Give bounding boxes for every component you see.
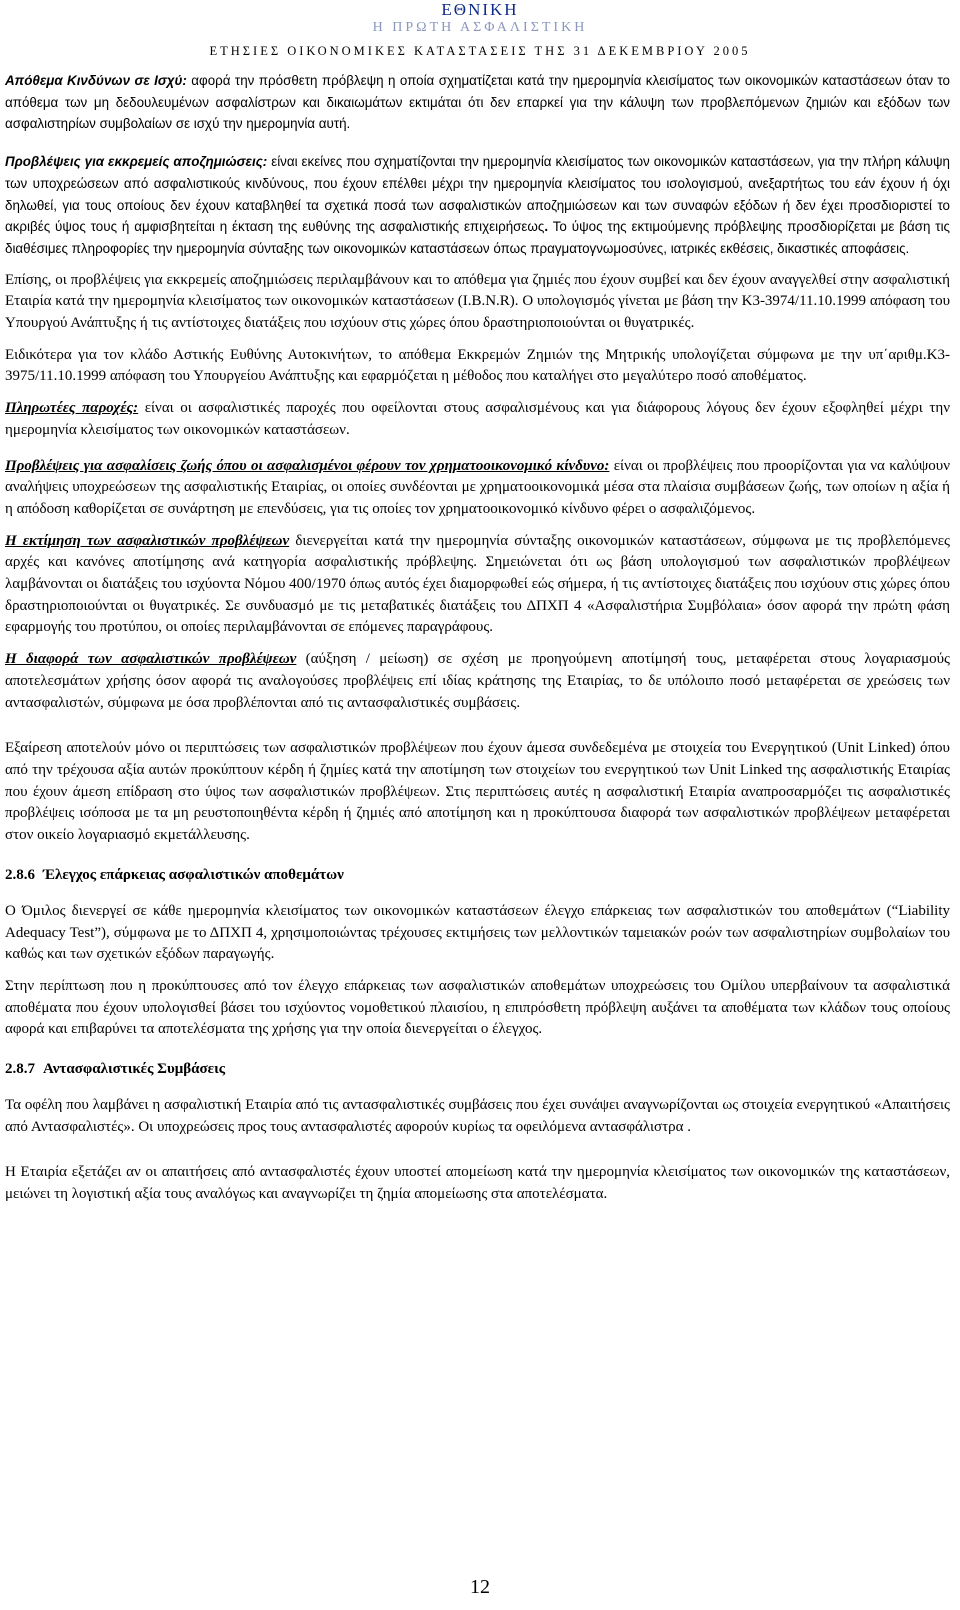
paragraph-reinsurance-impairment: Η Εταιρία εξετάζει αν οι απαιτήσεις από αντασφαλιστές έχουν υποστεί απομείωση κατά την ημερομηνία κλεισίματος των οικονομικών της καταστάσεων, μειώνει τη λογιστική αξία τους αναλόγως και αναγνωρίζει τη ζημία απομείωσης στα αποτελέσματα. bbox=[5, 1164, 950, 1203]
term-outstanding-claims: Προβλέψεις για εκκρεμείς αποζημιώσεις: bbox=[5, 154, 268, 170]
section-number: 2.8.6 bbox=[5, 866, 35, 883]
paragraph-reinsurance-benefits: Τα οφέλη που λαμβάνει η ασφαλιστική Εταιρία από τις αντασφαλιστικές συμβάσεις που έχει συνάψει αναγνωρίζονται ως στοιχεία ενεργητικού «Απαιτήσεις από Αντασφαλιστές». Οι υποχρεώσεις προς τους αντασφαλιστές αφορούν κυρίως τα οφειλόμενα αντασφάλιστρα . bbox=[5, 1097, 950, 1135]
report-title: ΕΤΗΣΙΕΣ ΟΙΚΟΝΟΜΙΚΕΣ ΚΑΤΑΣΤΑΣΕΙΣ ΤΗΣ 31 ΔΕΚΕΜΒΡΙΟΥ 2005 bbox=[209, 44, 751, 58]
paragraph-liability-adequacy-test: Ο Όμιλος διενεργεί σε κάθε ημερομηνία κλεισίματος των οικονομικών καταστάσεων έλεγχο επάρκειας των ασφαλιστικών του αποθεμάτων (“Liability Adequacy Test”), σύμφωνα με το ΔΠΧΠ 4, χρησιμοποιώντας τρέχουσες εκτιμήσεις των μελλοντικών ταμειακών ροών των ασφαλιστηρίων συμβολαίων του καθώς και των σχετικών εξόδων παραγωγής. bbox=[5, 902, 950, 963]
brand-tagline: Η ΠΡΩΤΗ ΑΣΦΑΛΙΣΤΙΚΗ bbox=[372, 20, 588, 35]
paragraph-unexpired-risks: Απόθεμα Κινδύνων σε Ισχύ: αφορά την πρόσθετη πρόβλεψη η οποία σχηματίζεται κατά την ημερομηνία κλεισίματος των οικονομικών καταστάσεων όταν το απόθεμα των μη δεδουλευμένων ασφαλίστρων και δικαιωμάτων εκτιμάται ότι δεν επαρκεί για την κάλυψη των προβλεπόμενων ζημιών και εξόδων των ασφαλιστηρίων συμβολαίων σε ισχύ την ημερομηνία αυτή. bbox=[5, 73, 950, 132]
term-provision-difference: Η διαφορά των ασφαλιστικών προβλέψεων bbox=[5, 651, 297, 668]
term-unit-linked-provisions: Προβλέψεις για ασφαλίσεις ζωής όπου οι ασφαλισμένοι φέρουν τον χρηματοοικονομικό κίνδυνο: bbox=[5, 457, 610, 474]
section-number: 2.8.7 bbox=[5, 1061, 35, 1078]
paragraph-outstanding-claims: Προβλέψεις για εκκρεμείς αποζημιώσεις: είναι εκείνες που σχηματίζονται την ημερομηνία κλεισίματος των οικονομικών καταστάσεων, για την πλήρη κάλυψη των υποχρεώσεων από ασφαλιστικούς κινδύνους, που έχουν επέλθει μέχρι την ημερομηνία κλεισίματος του ισολογισμού, ανεξαρτήτως του εάν έχουν ή όχι δηλωθεί, για τους οποίους δεν έχουν καταβληθεί τα σχετικά ποσά των ασφαλιστικών αποζημιώσεων και των συναφών εξόδων ή δεν έχει προσδιοριστεί το ακριβές ύψος τους ή αμφισβητείται η έκταση της ευθύνης της ασφαλιστικής επιχειρήσεως. Το ύψος της εκτιμούμενης πρόβλεψης προσδιορίζεται με βάση τις διαθέσιμες πληροφορίες την ημερομηνία σύνταξης των οικονομικών καταστάσεων όπως πραγματογνωμοσύνες, ιατρικές εκθέσεις, δικαστικές αποφάσεις. bbox=[5, 154, 951, 256]
page-number: 12 bbox=[470, 1576, 490, 1598]
paragraph-provision-difference: Η διαφορά των ασφαλιστικών προβλέψεων (αύξηση / μείωση) σε σχέση με προηγούμενη αποτίμησή τους, μεταφέρεται στους λογαριασμούς αποτελεσμάτων χρήσης όσον αφορά τις αναλογούσες προβλέψεις επί ιδίας κράτησης της Εταιρίας, το δε υπόλοιπο ποσό μεταφέρεται σε χρεώσεις των αντασφαλιστών, σύμφωνα με όσα προβλέπονται από τις αντασφαλιστικές συμβάσεις. bbox=[5, 651, 950, 711]
term-payable-benefits: Πληρωτέες παροχές: bbox=[5, 400, 139, 417]
term-unexpired-risks: Απόθεμα Κινδύνων σε Ισχύ: bbox=[5, 73, 187, 88]
section-heading-2-8-6 bbox=[5, 865, 950, 885]
paragraph-unit-linked-provisions: Προβλέψεις για ασφαλίσεις ζωής όπου οι ασφαλισμένοι φέρουν τον χρηματοοικονομικό κίνδυνο: είναι οι προβλέψεις που προορίζονται για να καλύψουν αναλήψεις υποχρεώσεων της ασφαλιστικής Εταιρίας, οι οποίες συνδέονται με χρηματοοικονομικά μέσα στα πλαίσια συμβάσεων ζωής, των οποίων η αξία ή η απόδοση καθορίζεται σε συνάρτηση με επενδύσεις, για τις οποίες τον χρηματοοικονομικό κίνδυνο φέρει ο ασφαλιζόμενος. bbox=[5, 457, 951, 517]
section-heading-2-8-7 bbox=[5, 1059, 950, 1079]
section-title: Αντασφαλιστικές Συμβάσεις bbox=[43, 1061, 226, 1078]
page-header bbox=[0, 0, 960, 59]
paragraph-unit-linked-exception: Εξαίρεση αποτελούν μόνο οι περιπτώσεις των ασφαλιστικών προβλέψεων που έχουν άμεσα συνδεδεμένα με στοιχεία του Ενεργητικού (Unit Linked) όπου από την τρέχουσα αξία αυτών προκύπτουν κέρδη ή ζημίες κατά την αποτίμηση των στοιχείων του ενεργητικού των Unit Linked της ασφαλιστικής Εταιρίας που έχουν άμεση επίδραση στο ύψος των ασφαλιστικών προβλέψεων. Στις περιπτώσεις αυτές η ασφαλιστική Εταιρία αναπροσαρμόζει τις ασφαλιστικές προβλέψεις ισόποσα με τα μη ρευστοποιηθέντα κέρδη ή ζημιές από αποτίμηση και η προκύπτουσα διαφορά των ασφαλιστικών προβλέψεων μεταφέρεται στον οικείο λογαριασμό εκμετάλλευσης. bbox=[5, 740, 950, 844]
paragraph-provision-estimation: Η εκτίμηση των ασφαλιστικών προβλέψεων διενεργείται κατά την ημερομηνία σύνταξης οικονομικών καταστάσεων, σύμφωνα με τις προβλεπόμενες αρχές και κανόνες αποτίμησης ανά κατηγορία ασφαλιστικής πρόβλεψης. Σημειώνεται ότι ως βάση υπολογισμού των ασφαλιστικών προβλέψεων λαμβάνονται οι διατάξεις του ισχύοντα Νόμου 400/1970 όπως αυτός έχει διαμορφωθεί εώς σήμερα, ή τις αντίστοιχες διατάξεις που ισχύουν στις χώρες όπου δραστηριοποιούνται οι θυγατρικές. Σε συνδυασμό με τις μεταβατικές διατάξεις του ΔΠΧΠ 4 «Ασφαλιστήρια Συμβόλαια» όσον αφορά την πρώτη φάση εφαρμογής του προτύπου, οι οποίες περιλαμβάνονται σε επόμενες παραγράφους. bbox=[5, 532, 950, 636]
paragraph-motor-liability: Ειδικότερα για τον κλάδο Αστικής Ευθύνης Αυτοκινήτων, το απόθεμα Εκκρεμών Ζημιών της Μητρικής υπολογίζεται σύμφωνα με την υπ΄αριθμ.Κ3-3975/11.10.1999 απόφαση του Υπουργείου Ανάπτυξης και εφαρμόζεται η μέθοδος που καταλήγει στο μεγαλύτερο ποσό αποθέματος. bbox=[5, 346, 950, 385]
paragraph-additional-provision: Στην περίπτωση που η προκύπτουσες από τον έλεγχο επάρκειας των ασφαλιστικών αποθεμάτων υποχρεώσεις του Ομίλου υπερβαίνουν τα ασφαλιστικά αποθέματα που έχουν υπολογισθεί βάσει του ισχύοντος νομοθετικού πλαισίου, η επιπρόσθετη πρόβλεψη αυξάνει τα αποθέματα των κλάδων τους οποίους αφορά και επιβαρύνει τα αποτελέσματα της χρήσης για την οποία διενεργείται ο έλεγχος. bbox=[5, 977, 950, 1038]
section-title: Έλεγχος επάρκειας ασφαλιστικών αποθεμάτων bbox=[43, 866, 344, 883]
paragraph-payable-benefits: Πληρωτέες παροχές: είναι οι ασφαλιστικές παροχές που οφείλονται στους ασφαλισμένους και για διάφορους λόγους δεν έχουν εξοφληθεί μέχρι την ημερομηνία κλεισίματος των οικονομικών καταστάσεων. bbox=[5, 400, 950, 438]
brand-name: ΕΘΝΙΚΗ bbox=[441, 0, 519, 19]
paragraph-ibnr: Επίσης, οι προβλέψεις για εκκρεμείς αποζημιώσεις περιλαμβάνουν και το απόθεμα για ζημιές που έχουν συμβεί και δεν έχουν αναγγελθεί στην ασφαλιστική Εταιρία κατά την ημερομηνία κλεισίματος των οικονομικών καταστάσεων (I.B.N.R). Ο υπολογισμός γίνεται με βάση την Κ3-3974/11.10.1999 απόφαση του Υπουργού Ανάπτυξης ή τις αντίστοιχες διατάξεις που ισχύουν στις χώρες όπου δραστηριοποιούνται οι θυγατρικές. bbox=[5, 271, 950, 332]
page-content bbox=[5, 70, 950, 1206]
term-provision-estimation: Η εκτίμηση των ασφαλιστικών προβλέψεων bbox=[5, 532, 290, 549]
